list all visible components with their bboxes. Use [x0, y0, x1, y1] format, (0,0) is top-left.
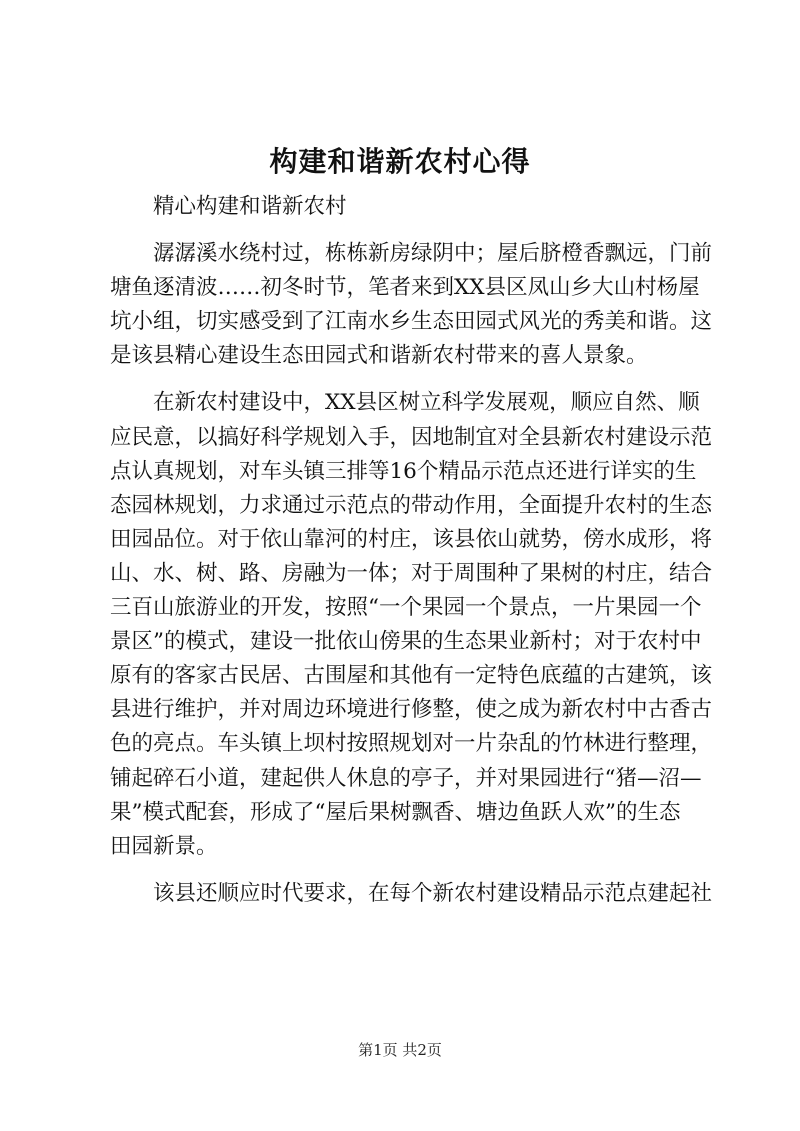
- document-title: 构建和谐新农村心得: [269, 145, 531, 178]
- paragraph: [110, 386, 713, 863]
- paragraph-line: 果”模式配套，形成了“屋后果树飘香、塘边鱼跃人欢”的生态: [110, 799, 681, 825]
- paragraph-line: 铺起碎石小道，建起供人休息的亭子，并对果园进行“猪—沼—: [110, 765, 702, 791]
- paragraph-line: 是该县精心建设生态田园式和谐新农村带来的喜人景象。: [110, 343, 648, 369]
- page-footer: 第1页 共2页: [358, 1041, 442, 1059]
- paragraph-line: 山、水、树、路、房融为一体；对于周围种了果树的村庄，结合: [110, 560, 713, 586]
- document-body: [110, 190, 713, 911]
- paragraph-spacer: [110, 373, 710, 386]
- paragraph-line: 该县还顺应时代要求，在每个新农村建设精品示范点建起社: [110, 880, 713, 906]
- paragraph-line: 三百山旅游业的开发，按照“一个果园一个景点，一片果园一个: [110, 595, 702, 621]
- paragraph: [110, 877, 713, 911]
- paragraph-line: 点认真规划，对车头镇三排等16个精品示范点还进行详实的生: [110, 458, 697, 484]
- paragraph-line: 潺潺溪水绕村过，栋栋新房绿阴中；屋后脐橙香飘远，门前: [110, 241, 713, 267]
- paragraph-line: 田园新景。: [110, 833, 218, 859]
- paragraph-line: 色的亮点。车头镇上坝村按照规划对一片杂乱的竹林进行整理，: [110, 731, 713, 757]
- paragraph-line: 原有的客家古民居、古围屋和其他有一定特色底蕴的古建筑，该: [110, 663, 713, 689]
- paragraph-spacer: [110, 864, 710, 877]
- paragraph-line: 县进行维护，并对周边环境进行修整，使之成为新农村中古香古: [110, 697, 713, 723]
- paragraph-line: 景区”的模式，建设一批依山傍果的生态果业新村；对于农村中: [110, 629, 702, 655]
- paragraph-line: 坑小组，切实感受到了江南水乡生态田园式风光的秀美和谐。这: [110, 309, 713, 335]
- paragraph-spacer: [110, 224, 710, 237]
- paragraph-line: 塘鱼逐清波……初冬时节，笔者来到XX县区凤山乡大山村杨屋: [110, 275, 700, 301]
- paragraph-line: 态园林规划，力求通过示范点的带动作用，全面提升农村的生态: [110, 492, 713, 518]
- paragraph: [110, 190, 710, 224]
- paragraph-line: 在新农村建设中，XX县区树立科学发展观，顺应自然、顺: [110, 390, 700, 416]
- paragraph: [110, 237, 713, 373]
- paragraph-line: 应民意，以搞好科学规划入手，因地制宜对全县新农村建设示范: [110, 424, 713, 450]
- paragraph-line: 田园品位。对于依山靠河的村庄，该县依山就势，傍水成形，将: [110, 526, 713, 552]
- paragraph-line: 精心构建和谐新农村: [110, 194, 347, 219]
